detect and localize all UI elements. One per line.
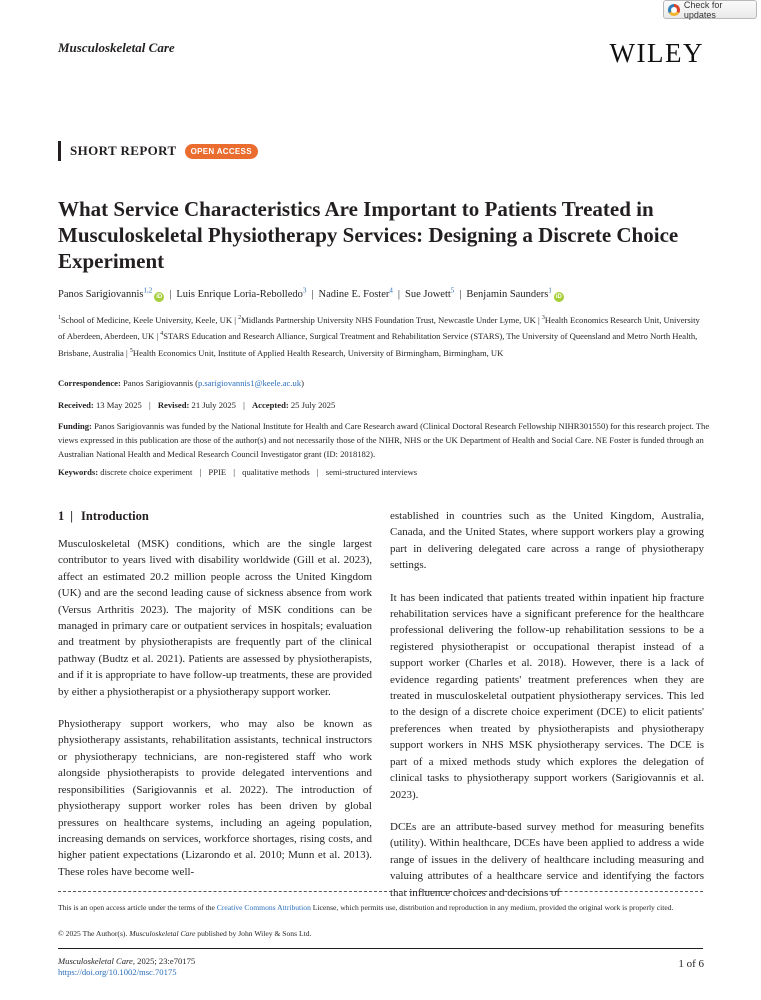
section-bar: | [70, 509, 74, 523]
footer-citation [58, 956, 195, 978]
revised-label: Revised: [157, 400, 190, 410]
section-number: 1 [58, 509, 65, 523]
affiliation-item: Midlands Partnership University NHS Foundation Trust, Newcastle Under Lyme, UK [241, 314, 536, 325]
article-dates [58, 398, 718, 412]
footer-volume: , 2025; 23:e70175 [132, 956, 196, 966]
copyright-text: published by John Wiley & Sons Ltd. [197, 929, 312, 938]
author-list [58, 283, 708, 302]
author-name: Benjamin Saunders [466, 288, 549, 300]
right-column [390, 508, 704, 917]
journal-name: Musculoskeletal Care [58, 40, 175, 55]
affiliation-separator: | [234, 314, 236, 325]
section-title: Introduction [81, 509, 149, 523]
section-heading [58, 508, 372, 524]
affiliation-item: Health Economics Unit, Institute of Applied Health Research, University of Birmingham, Birmingham, UK [132, 347, 504, 358]
publisher-logo: WILEY [609, 38, 704, 68]
orcid-icon[interactable]: iD [555, 293, 562, 300]
correspondence-label: Correspondence: [58, 378, 121, 388]
author-affiliation-sup: 1 [548, 286, 552, 294]
author-name: Panos Sarigiovannis [58, 288, 144, 300]
copyright-journal: Musculoskeletal Care [129, 929, 196, 938]
paragraph: Physiotherapy support workers, who may also be known as physiotherapy assistants, rehabilitation assistants, technical instructors or physiotherapy technicians, are non-registered staff who work alongside physiotherapists to provide delegated interventions and responsibilities (Sarigiovannis et al. 2022). The introduction of physiotherapy support worker roles has been driven by global pressures on healthcare systems, including an ageing population, increasing demands on services, workforce shortages, rising costs, and higher patient expectations (Lizarondo et al. 2010; Munn et al. 2013). These roles have become well- [58, 718, 372, 878]
open-access-badge: OPEN ACCESS [185, 144, 258, 159]
keyword: semi-structured interviews [325, 467, 418, 477]
author-separator: | [459, 288, 462, 300]
paragraph: DCEs are an attribute-based survey method for measuring benefits (utility). Within healthcare, DCEs have been applied to address a wide range of issues in the delivery of healthcare including measuring and valuing attributes of a healthcare service and identifying the factors that influence choices and decisions of [390, 820, 704, 899]
author-affiliation-sup: 5 [450, 286, 455, 294]
keywords-label: Keywords: [58, 467, 99, 477]
article-type-label: SHORT REPORT [70, 143, 177, 158]
revised-date: 21 July 2025 [191, 400, 236, 410]
date-separator: | [148, 400, 151, 410]
affiliation-number: 3 [541, 315, 545, 321]
keyword: qualitative methods [242, 467, 310, 477]
accepted-label: Accepted: [251, 400, 289, 410]
footer-divider [58, 948, 703, 949]
author-affiliation-sup: 1,2 [143, 286, 153, 294]
correspondence-name: Panos Sarigiovannis [123, 378, 193, 388]
affiliation-separator: | [156, 331, 159, 342]
paragraph: Musculoskeletal (MSK) conditions, which are the single largest contributor to years lived with disability worldwide (Gill et al. 2023), affect an estimated 20.2 million people across the United Kingdom (UK) and are the second leading cause of sickness absence from work (Versus Arthritis 2023). The majority of MSK conditions can be managed in primary care or outpatient services in hospitals; evaluation and treatment by physiotherapists are frequently part of the clinical pathway (Budtz et al. 2021). Patients are assessed by physiotherapists, and if it is appropriate to have follow-up treatments, these are provided by either a physiotherapist or a physiotherapy support worker. [58, 538, 372, 698]
footer-journal: Musculoskeletal Care [58, 956, 133, 966]
keyword: PPIE [208, 467, 227, 477]
affiliation-number: 5 [129, 347, 133, 354]
affiliation-number: 2 [238, 315, 242, 321]
received-date: 13 May 2025 [95, 400, 142, 410]
license-text: License, which permits use, distribution and reproduction in any medium, provided the original work is properly cited. [312, 903, 674, 912]
author-5[interactable] [466, 286, 563, 300]
author-1[interactable] [58, 286, 164, 300]
left-column [58, 508, 372, 896]
funding [58, 419, 718, 461]
article-type [58, 141, 258, 161]
author-separator: | [311, 288, 314, 300]
keyword: discrete choice experiment [100, 467, 193, 477]
affiliation-item: School of Medicine, Keele University, Keele, UK [61, 314, 233, 325]
correspondence-email-link[interactable]: p.sarigiovannis1@keele.ac.uk [197, 378, 302, 388]
orcid-icon[interactable]: iD [156, 293, 163, 300]
check-for-updates-label: Check for updates [683, 0, 723, 20]
affiliations [58, 311, 708, 360]
keyword-separator: | [233, 467, 235, 477]
author-name: Nadine E. Foster [318, 288, 390, 300]
author-affiliation-sup: 4 [389, 286, 393, 294]
paragraph: It has been indicated that patients treated within inpatient hip fracture rehabilitation services have a significant preference for the healthcare professional delivering the follow-up rehabilitation sessions to be a registered physiotherapist or occupational therapist instead of a support worker (Charles et al. 2018). However, there is a lack of evidence regarding patients' treatment preferences when they are treated in musculoskeletal outpatient physiotherapy services. This led to the design of a discrete choice experiment (DCE) to elicit patients' preferences when treated by physiotherapists and physiotherapy support workers in NHS MSK physiotherapy services. The DCE is part of a mixed methods study which explores the delegation of clinical tasks to physiotherapy support workers (Sarigiovannis et al. 2023). [390, 591, 704, 801]
author-3[interactable] [318, 286, 393, 300]
date-separator: | [243, 400, 245, 410]
author-name: Luis Enrique Loria-Rebolledo [176, 288, 303, 300]
affiliation-item: STARS Education and Research Alliance, Surgical Treatment and Rehabilitation Service (STARS), The University of Queensland and Metro North Health, Brisbane, Australia [58, 331, 698, 358]
affiliation-separator: | [126, 347, 128, 358]
correspondence: Correspondence: Panos Sarigiovannis (p.sarigiovannis1@keele.ac.uk) [58, 378, 304, 388]
keyword-separator: | [199, 467, 202, 477]
license-notice [58, 901, 718, 914]
article-type-bar [58, 141, 61, 161]
affiliation-number: 1 [58, 315, 61, 321]
creative-commons-link[interactable]: Creative Commons Attribution [216, 903, 311, 912]
author-separator: | [397, 288, 400, 300]
author-affiliation-sup: 3 [302, 286, 307, 294]
affiliation-text [58, 311, 708, 360]
keywords [58, 465, 718, 479]
affiliation-separator: | [538, 314, 540, 325]
check-for-updates-button[interactable] [663, 0, 757, 19]
license-text: This is an open access article under the terms of the [58, 903, 215, 912]
author-2[interactable] [176, 286, 307, 300]
author-separator: | [169, 288, 172, 300]
affiliation-item: Health Economics Research Unit, University of Aberdeen, Aberdeen, UK [58, 314, 700, 342]
article-title: What Service Characteristics Are Important to Patients Treated in Musculoskeletal Physiotherapy Services: Designing a Discrete Choice Experiment [58, 197, 679, 273]
funding-label: Funding: [58, 421, 92, 431]
funding-text: Panos Sarigiovannis was funded by the National Institute for Health and Care Research award (Clinical Doctoral Research Fellowship NIHR301550) for this research project. The views expressed in this publication are those of the author(s) and not necessarily those of the NIHR, NHS or the UK Department of Health and Social Care. NE Foster is funded through an Australian National Health and Medical Research Council Investigator grant (ID: 2018182). [58, 421, 710, 459]
paragraph: established in countries such as the United Kingdom, Australia, Canada, and the United States, where support workers play a growing part in delivering delegated care across a range of physiotherapy settings. [390, 510, 704, 572]
copyright-notice [58, 929, 311, 938]
crossmark-icon [668, 4, 680, 16]
author-4[interactable] [404, 286, 455, 300]
copyright-text: © 2025 The Author(s). [58, 929, 128, 938]
page-number: 1 of 6 [678, 958, 704, 970]
doi-link[interactable]: https://doi.org/10.1002/msc.70175 [58, 967, 177, 977]
affiliation-number: 4 [160, 331, 164, 338]
keyword-separator: | [316, 467, 319, 477]
received-label: Received: [58, 400, 94, 410]
footer-divider-dashed [58, 891, 703, 892]
author-name: Sue Jowett [404, 288, 451, 300]
accepted-date: 25 July 2025 [290, 400, 336, 410]
